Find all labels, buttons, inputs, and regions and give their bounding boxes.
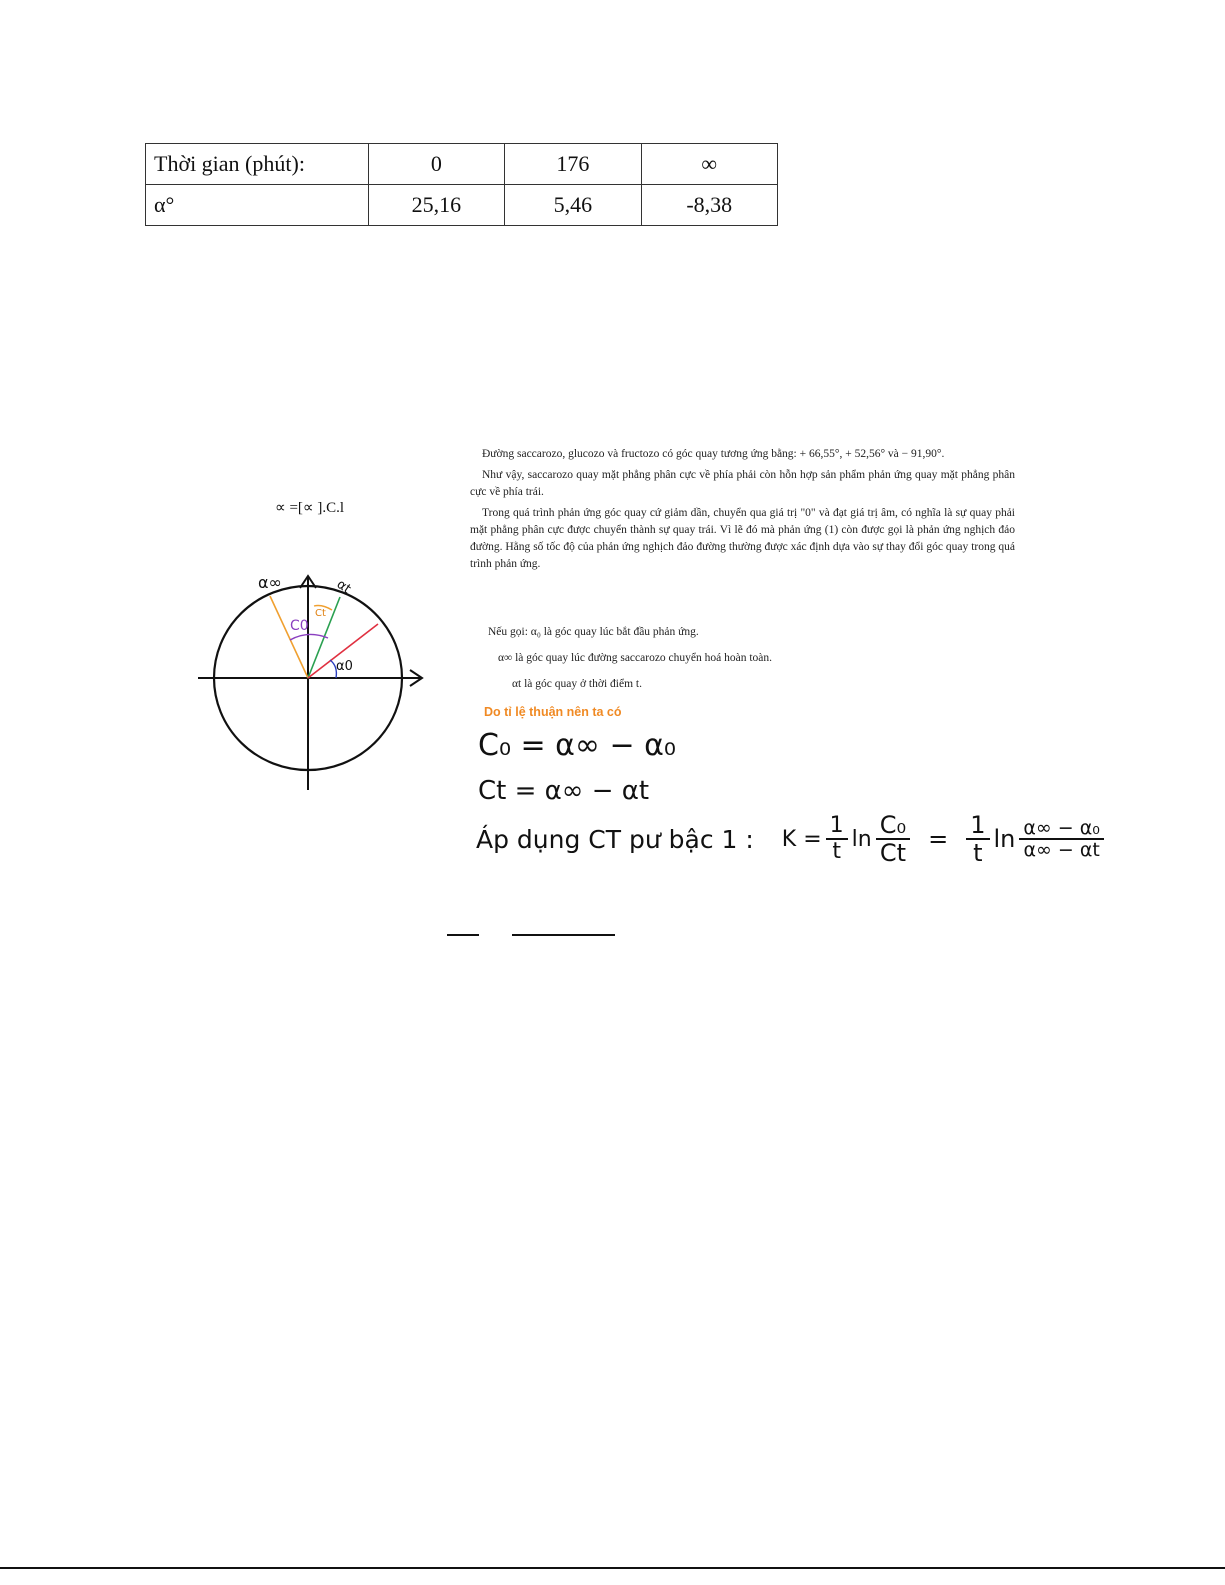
table-row: [146, 185, 778, 226]
time-header: Thời gian (phút):: [146, 144, 369, 185]
definition-alpha-0: Nếu gọi: α₀ là góc quay lúc bắt đầu phản ứng.: [488, 626, 699, 638]
time-cell: ∞: [641, 144, 777, 185]
alpha-inf-ray: [270, 596, 308, 678]
rotation-angle-diagram: [190, 490, 440, 800]
alpha-cell: 5,46: [505, 185, 641, 226]
ln-text: ln: [993, 825, 1016, 854]
definition-alpha-t: αt là góc quay ở thời điểm t.: [512, 678, 642, 690]
orange-heading: Do tỉ lệ thuận nên ta có: [484, 705, 622, 719]
c0-label: C0: [290, 618, 309, 634]
denominator: Ct: [879, 839, 906, 868]
denominator: t: [832, 839, 841, 865]
fraction-one-over-t: [826, 814, 848, 864]
fraction-c0-over-ct: [876, 812, 910, 867]
explanation-text: [470, 446, 1015, 577]
time-cell: 0: [368, 144, 504, 185]
alpha-cell: 25,16: [368, 185, 504, 226]
definition-alpha-inf: α∞ là góc quay lúc đường saccarozo chuyển hoá hoàn toàn.: [498, 652, 773, 664]
fraction-alpha: [1019, 818, 1104, 862]
ct-label: Ct: [315, 608, 326, 619]
table-row: [146, 144, 778, 185]
alpha-0-label: α0: [336, 659, 353, 674]
optical-rotation-formula: ∝ =[∝ ].C.l: [275, 500, 345, 516]
paragraph: Như vậy, saccarozo quay mặt phẳng phân cực về phía phải còn hỗn hợp sản phẩm phản ứng quay mặt phẳng phân cực về phía trái.: [470, 469, 1015, 498]
ln-text: ln: [851, 826, 872, 852]
data-table: [145, 143, 778, 226]
stray-line: [512, 934, 615, 936]
paragraph: Trong quá trình phản ứng góc quay cứ giảm dần, chuyển qua giá trị "0" và đạt giá trị âm, có nghĩa là sự quay phải mặt phẳng phân cực được chuyển thành sự quay trái. Vì lẽ đó mà phản ứng (1) còn được gọi là phản ứng nghịch đảo đường. Hằng số tốc độ của phản ứng nghịch đảo đường thường được xác định dựa vào sự thay đổi góc quay trong quá trình phản ứng.: [470, 507, 1015, 570]
paragraph: Đường saccarozo, glucozo và fructozo có góc quay tương ứng bằng: + 66,55°, + 52,56° và − 91,90°.: [482, 448, 945, 460]
numerator: C₀: [876, 812, 910, 840]
time-cell: 176: [505, 144, 641, 185]
handwritten-rate-equation: [476, 812, 1108, 867]
numerator: α∞ − α₀: [1019, 818, 1104, 841]
denominator: α∞ − αt: [1023, 839, 1100, 862]
denominator: t: [973, 839, 983, 868]
alpha-inf-label: α∞: [258, 573, 282, 592]
numerator: 1: [966, 812, 989, 840]
apply-formula-text: Áp dụng CT pư bậc 1 :: [476, 824, 754, 854]
alpha-header: α°: [146, 185, 369, 226]
alpha-cell: -8,38: [641, 185, 777, 226]
handwritten-eq-ct: Ct = α∞ − αt: [478, 776, 650, 806]
k-equals: K =: [781, 826, 822, 852]
equals-sign: =: [928, 825, 949, 854]
alpha-t-label: αt: [333, 576, 354, 598]
handwritten-eq-c0: C₀ = α∞ − α₀: [478, 728, 676, 763]
numerator: 1: [826, 814, 848, 840]
page-bottom-rule: [0, 1567, 1225, 1569]
fraction-one-over-t-2: [966, 812, 989, 867]
stray-line: [447, 934, 479, 936]
